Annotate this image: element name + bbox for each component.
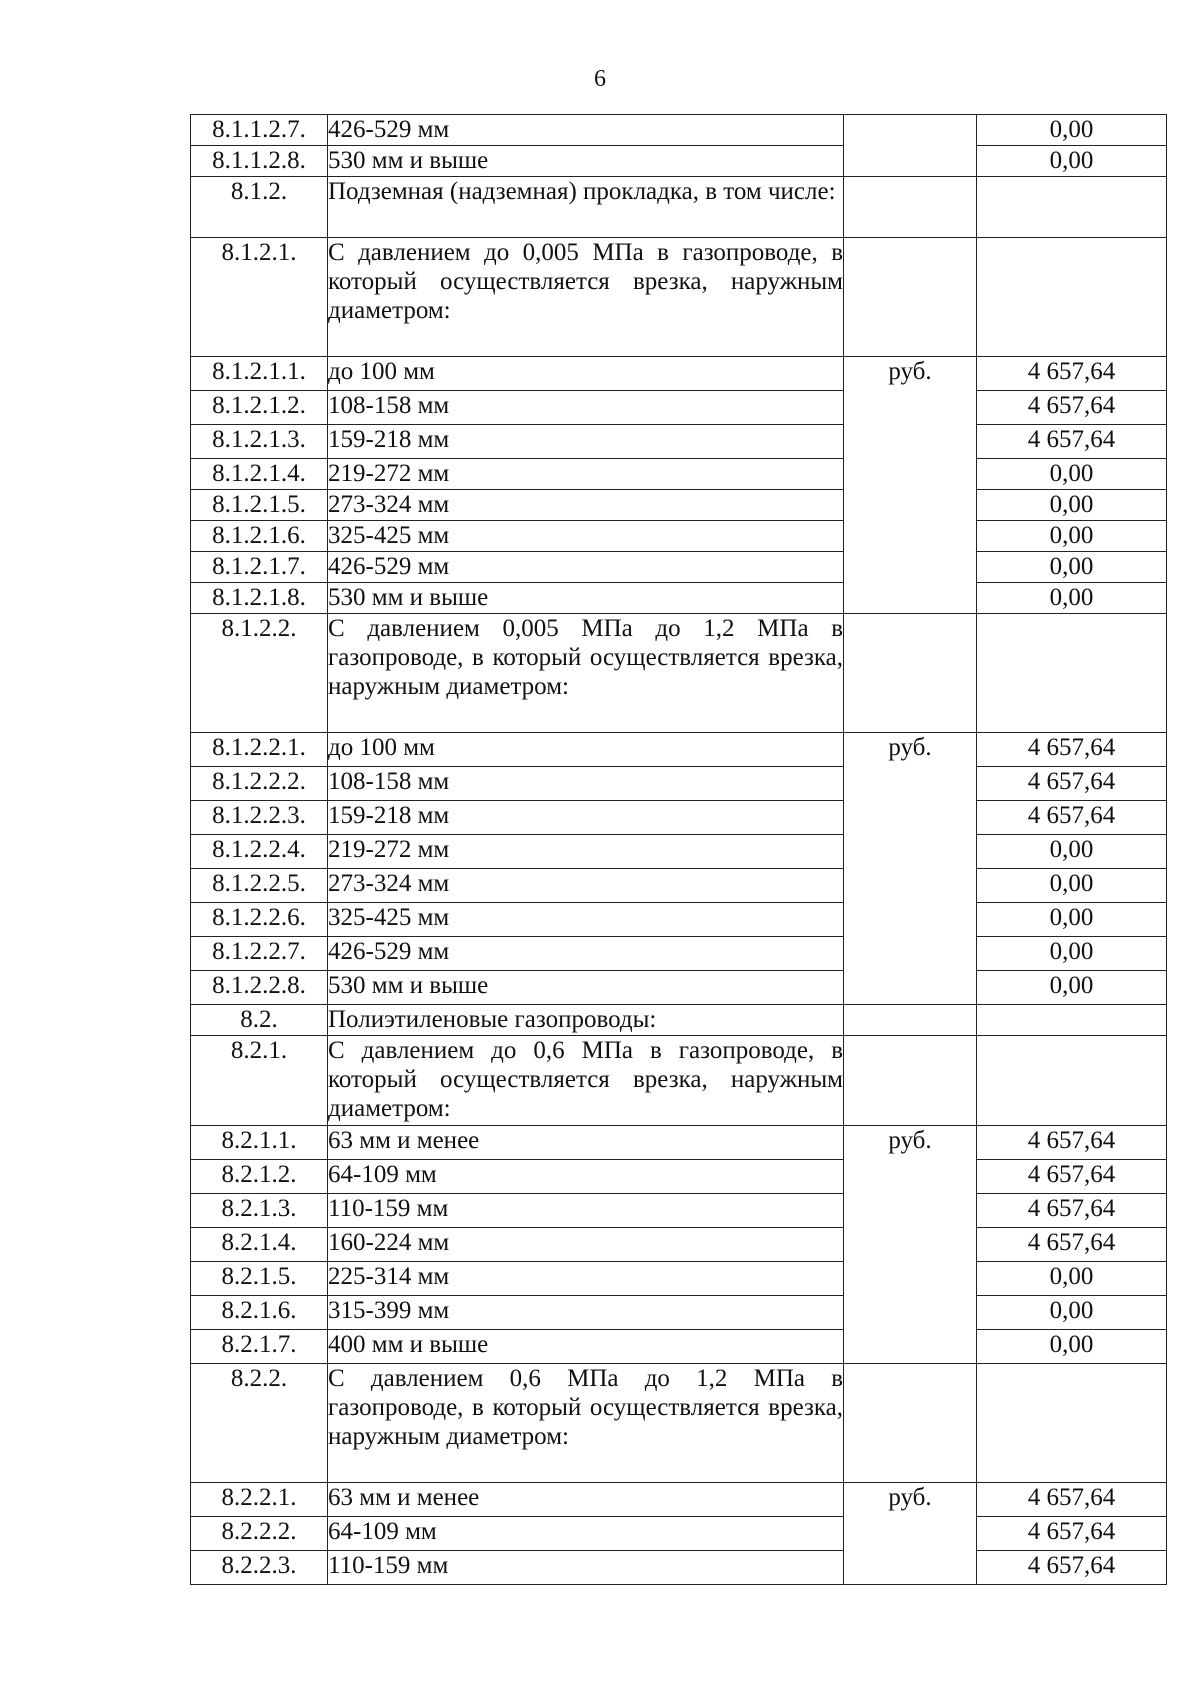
row-name: 108-158 мм bbox=[328, 767, 844, 801]
row-name: 273-324 мм bbox=[328, 490, 844, 521]
row-code: 8.1.2.1.1. bbox=[191, 357, 328, 391]
row-value: 4 657,64 bbox=[977, 1517, 1167, 1551]
row-code: 8.2. bbox=[191, 1005, 328, 1036]
row-name: 63 мм и менее bbox=[328, 1483, 844, 1517]
row-name: 110-159 мм bbox=[328, 1551, 844, 1585]
unit-cell: руб. bbox=[844, 1483, 977, 1585]
table-row bbox=[191, 490, 1167, 521]
row-value: 4 657,64 bbox=[977, 767, 1167, 801]
row-value bbox=[977, 1036, 1167, 1126]
table-row bbox=[191, 1160, 1167, 1194]
row-code: 8.1.1.2.7. bbox=[191, 115, 328, 146]
unit-cell: руб. bbox=[844, 357, 977, 614]
row-value: 4 657,64 bbox=[977, 425, 1167, 459]
row-name: 219-272 мм bbox=[328, 835, 844, 869]
table-row-heading bbox=[191, 1036, 1167, 1126]
table-row bbox=[191, 425, 1167, 459]
row-value bbox=[977, 1005, 1167, 1036]
row-name: 219-272 мм bbox=[328, 459, 844, 490]
row-code: 8.2.1. bbox=[191, 1036, 328, 1126]
row-code: 8.2.1.1. bbox=[191, 1126, 328, 1160]
table-row bbox=[191, 357, 1167, 391]
table-row bbox=[191, 903, 1167, 937]
row-name: 530 мм и выше bbox=[328, 146, 844, 177]
row-code: 8.2.1.5. bbox=[191, 1262, 328, 1296]
row-value: 0,00 bbox=[977, 146, 1167, 177]
table-row bbox=[191, 1296, 1167, 1330]
row-code: 8.1.2.2.7. bbox=[191, 937, 328, 971]
row-name: Подземная (надземная) прокладка, в том числе: bbox=[328, 177, 844, 238]
row-name: 325-425 мм bbox=[328, 521, 844, 552]
row-value: 4 657,64 bbox=[977, 733, 1167, 767]
table-row bbox=[191, 801, 1167, 835]
table-row-heading bbox=[191, 238, 1167, 357]
row-value: 0,00 bbox=[977, 903, 1167, 937]
row-value: 0,00 bbox=[977, 835, 1167, 869]
row-value: 0,00 bbox=[977, 1262, 1167, 1296]
table-row bbox=[191, 869, 1167, 903]
row-name: 426-529 мм bbox=[328, 937, 844, 971]
row-code: 8.1.2.1.7. bbox=[191, 552, 328, 583]
row-value: 0,00 bbox=[977, 583, 1167, 614]
unit-cell bbox=[844, 115, 977, 177]
row-name: 159-218 мм bbox=[328, 425, 844, 459]
row-name: 63 мм и менее bbox=[328, 1126, 844, 1160]
row-code: 8.1.2.1.2. bbox=[191, 391, 328, 425]
table-row-heading bbox=[191, 614, 1167, 733]
row-code: 8.1.2.1. bbox=[191, 238, 328, 357]
row-code: 8.2.2. bbox=[191, 1364, 328, 1483]
row-code: 8.1.2.2.5. bbox=[191, 869, 328, 903]
row-value: 4 657,64 bbox=[977, 1126, 1167, 1160]
row-name: 530 мм и выше bbox=[328, 971, 844, 1005]
unit-cell bbox=[844, 238, 977, 357]
row-code: 8.1.2.2.1. bbox=[191, 733, 328, 767]
table-row bbox=[191, 115, 1167, 146]
row-value: 0,00 bbox=[977, 521, 1167, 552]
row-code: 8.1.2.2.4. bbox=[191, 835, 328, 869]
row-value bbox=[977, 1364, 1167, 1483]
row-value: 4 657,64 bbox=[977, 391, 1167, 425]
unit-cell bbox=[844, 177, 977, 238]
table-row bbox=[191, 552, 1167, 583]
row-code: 8.2.1.2. bbox=[191, 1160, 328, 1194]
row-name: С давлением до 0,005 МПа в газопроводе, в который осуществляется врезка, наружным диаметром: bbox=[328, 238, 844, 357]
row-value: 4 657,64 bbox=[977, 1228, 1167, 1262]
table-row bbox=[191, 1126, 1167, 1160]
row-name: 315-399 мм bbox=[328, 1296, 844, 1330]
table-row-heading bbox=[191, 1364, 1167, 1483]
row-code: 8.2.2.3. bbox=[191, 1551, 328, 1585]
table-row bbox=[191, 1517, 1167, 1551]
row-code: 8.1.2.2.2. bbox=[191, 767, 328, 801]
row-code: 8.1.2.2.8. bbox=[191, 971, 328, 1005]
table-row-heading bbox=[191, 177, 1167, 238]
table-row bbox=[191, 391, 1167, 425]
row-value: 0,00 bbox=[977, 1330, 1167, 1364]
row-value: 0,00 bbox=[977, 459, 1167, 490]
row-value: 0,00 bbox=[977, 1296, 1167, 1330]
row-code: 8.1.2.1.3. bbox=[191, 425, 328, 459]
unit-cell: руб. bbox=[844, 1126, 977, 1364]
unit-cell: руб. bbox=[844, 733, 977, 1005]
table-row bbox=[191, 146, 1167, 177]
row-value bbox=[977, 177, 1167, 238]
table-row bbox=[191, 1194, 1167, 1228]
row-value: 0,00 bbox=[977, 869, 1167, 903]
row-value: 4 657,64 bbox=[977, 1551, 1167, 1585]
row-value: 4 657,64 bbox=[977, 357, 1167, 391]
row-value: 4 657,64 bbox=[977, 1160, 1167, 1194]
row-name: С давлением до 0,6 МПа в газопроводе, в который осуществляется врезка, наружным диаметром: bbox=[328, 1036, 844, 1126]
row-name: 400 мм и выше bbox=[328, 1330, 844, 1364]
row-name: 160-224 мм bbox=[328, 1228, 844, 1262]
row-code: 8.2.1.7. bbox=[191, 1330, 328, 1364]
row-name: до 100 мм bbox=[328, 357, 844, 391]
row-value bbox=[977, 614, 1167, 733]
row-value: 0,00 bbox=[977, 971, 1167, 1005]
table-row bbox=[191, 767, 1167, 801]
row-name: С давлением 0,6 МПа до 1,2 МПа в газопроводе, в который осуществляется врезка, наружным диаметром: bbox=[328, 1364, 844, 1483]
row-value bbox=[977, 238, 1167, 357]
unit-cell bbox=[844, 614, 977, 733]
row-name: Полиэтиленовые газопроводы: bbox=[328, 1005, 844, 1036]
table-row bbox=[191, 733, 1167, 767]
row-name: 108-158 мм bbox=[328, 391, 844, 425]
row-name: до 100 мм bbox=[328, 733, 844, 767]
row-code: 8.2.2.2. bbox=[191, 1517, 328, 1551]
row-value: 4 657,64 bbox=[977, 801, 1167, 835]
row-name: 426-529 мм bbox=[328, 552, 844, 583]
unit-cell bbox=[844, 1036, 977, 1126]
unit-cell bbox=[844, 1005, 977, 1036]
row-name: С давлением 0,005 МПа до 1,2 МПа в газопроводе, в который осуществляется врезка, наружным диаметром: bbox=[328, 614, 844, 733]
row-code: 8.1.1.2.8. bbox=[191, 146, 328, 177]
table-row bbox=[191, 459, 1167, 490]
row-value: 0,00 bbox=[977, 552, 1167, 583]
table-row bbox=[191, 583, 1167, 614]
table-row-heading bbox=[191, 1005, 1167, 1036]
row-code: 8.1.2.1.4. bbox=[191, 459, 328, 490]
table-row bbox=[191, 971, 1167, 1005]
row-name: 426-529 мм bbox=[328, 115, 844, 146]
row-name: 110-159 мм bbox=[328, 1194, 844, 1228]
tariff-table bbox=[190, 114, 1167, 1585]
row-code: 8.1.2.1.8. bbox=[191, 583, 328, 614]
row-value: 0,00 bbox=[977, 115, 1167, 146]
row-code: 8.1.2.2.6. bbox=[191, 903, 328, 937]
page-number: 6 bbox=[594, 66, 606, 92]
row-code: 8.1.2. bbox=[191, 177, 328, 238]
row-code: 8.1.2.2.3. bbox=[191, 801, 328, 835]
table-row bbox=[191, 1262, 1167, 1296]
row-name: 159-218 мм bbox=[328, 801, 844, 835]
row-code: 8.1.2.2. bbox=[191, 614, 328, 733]
row-code: 8.1.2.1.5. bbox=[191, 490, 328, 521]
table-row bbox=[191, 1228, 1167, 1262]
table-row bbox=[191, 1551, 1167, 1585]
row-name: 64-109 мм bbox=[328, 1160, 844, 1194]
unit-cell bbox=[844, 1364, 977, 1483]
table-row bbox=[191, 937, 1167, 971]
row-value: 0,00 bbox=[977, 490, 1167, 521]
row-name: 225-314 мм bbox=[328, 1262, 844, 1296]
row-code: 8.2.1.4. bbox=[191, 1228, 328, 1262]
row-code: 8.2.2.1. bbox=[191, 1483, 328, 1517]
row-name: 325-425 мм bbox=[328, 903, 844, 937]
row-code: 8.1.2.1.6. bbox=[191, 521, 328, 552]
row-name: 64-109 мм bbox=[328, 1517, 844, 1551]
row-name: 530 мм и выше bbox=[328, 583, 844, 614]
row-value: 0,00 bbox=[977, 937, 1167, 971]
table-row bbox=[191, 521, 1167, 552]
table-row bbox=[191, 835, 1167, 869]
row-code: 8.2.1.3. bbox=[191, 1194, 328, 1228]
table-row bbox=[191, 1483, 1167, 1517]
row-value: 4 657,64 bbox=[977, 1483, 1167, 1517]
table-row bbox=[191, 1330, 1167, 1364]
row-value: 4 657,64 bbox=[977, 1194, 1167, 1228]
row-name: 273-324 мм bbox=[328, 869, 844, 903]
row-code: 8.2.1.6. bbox=[191, 1296, 328, 1330]
